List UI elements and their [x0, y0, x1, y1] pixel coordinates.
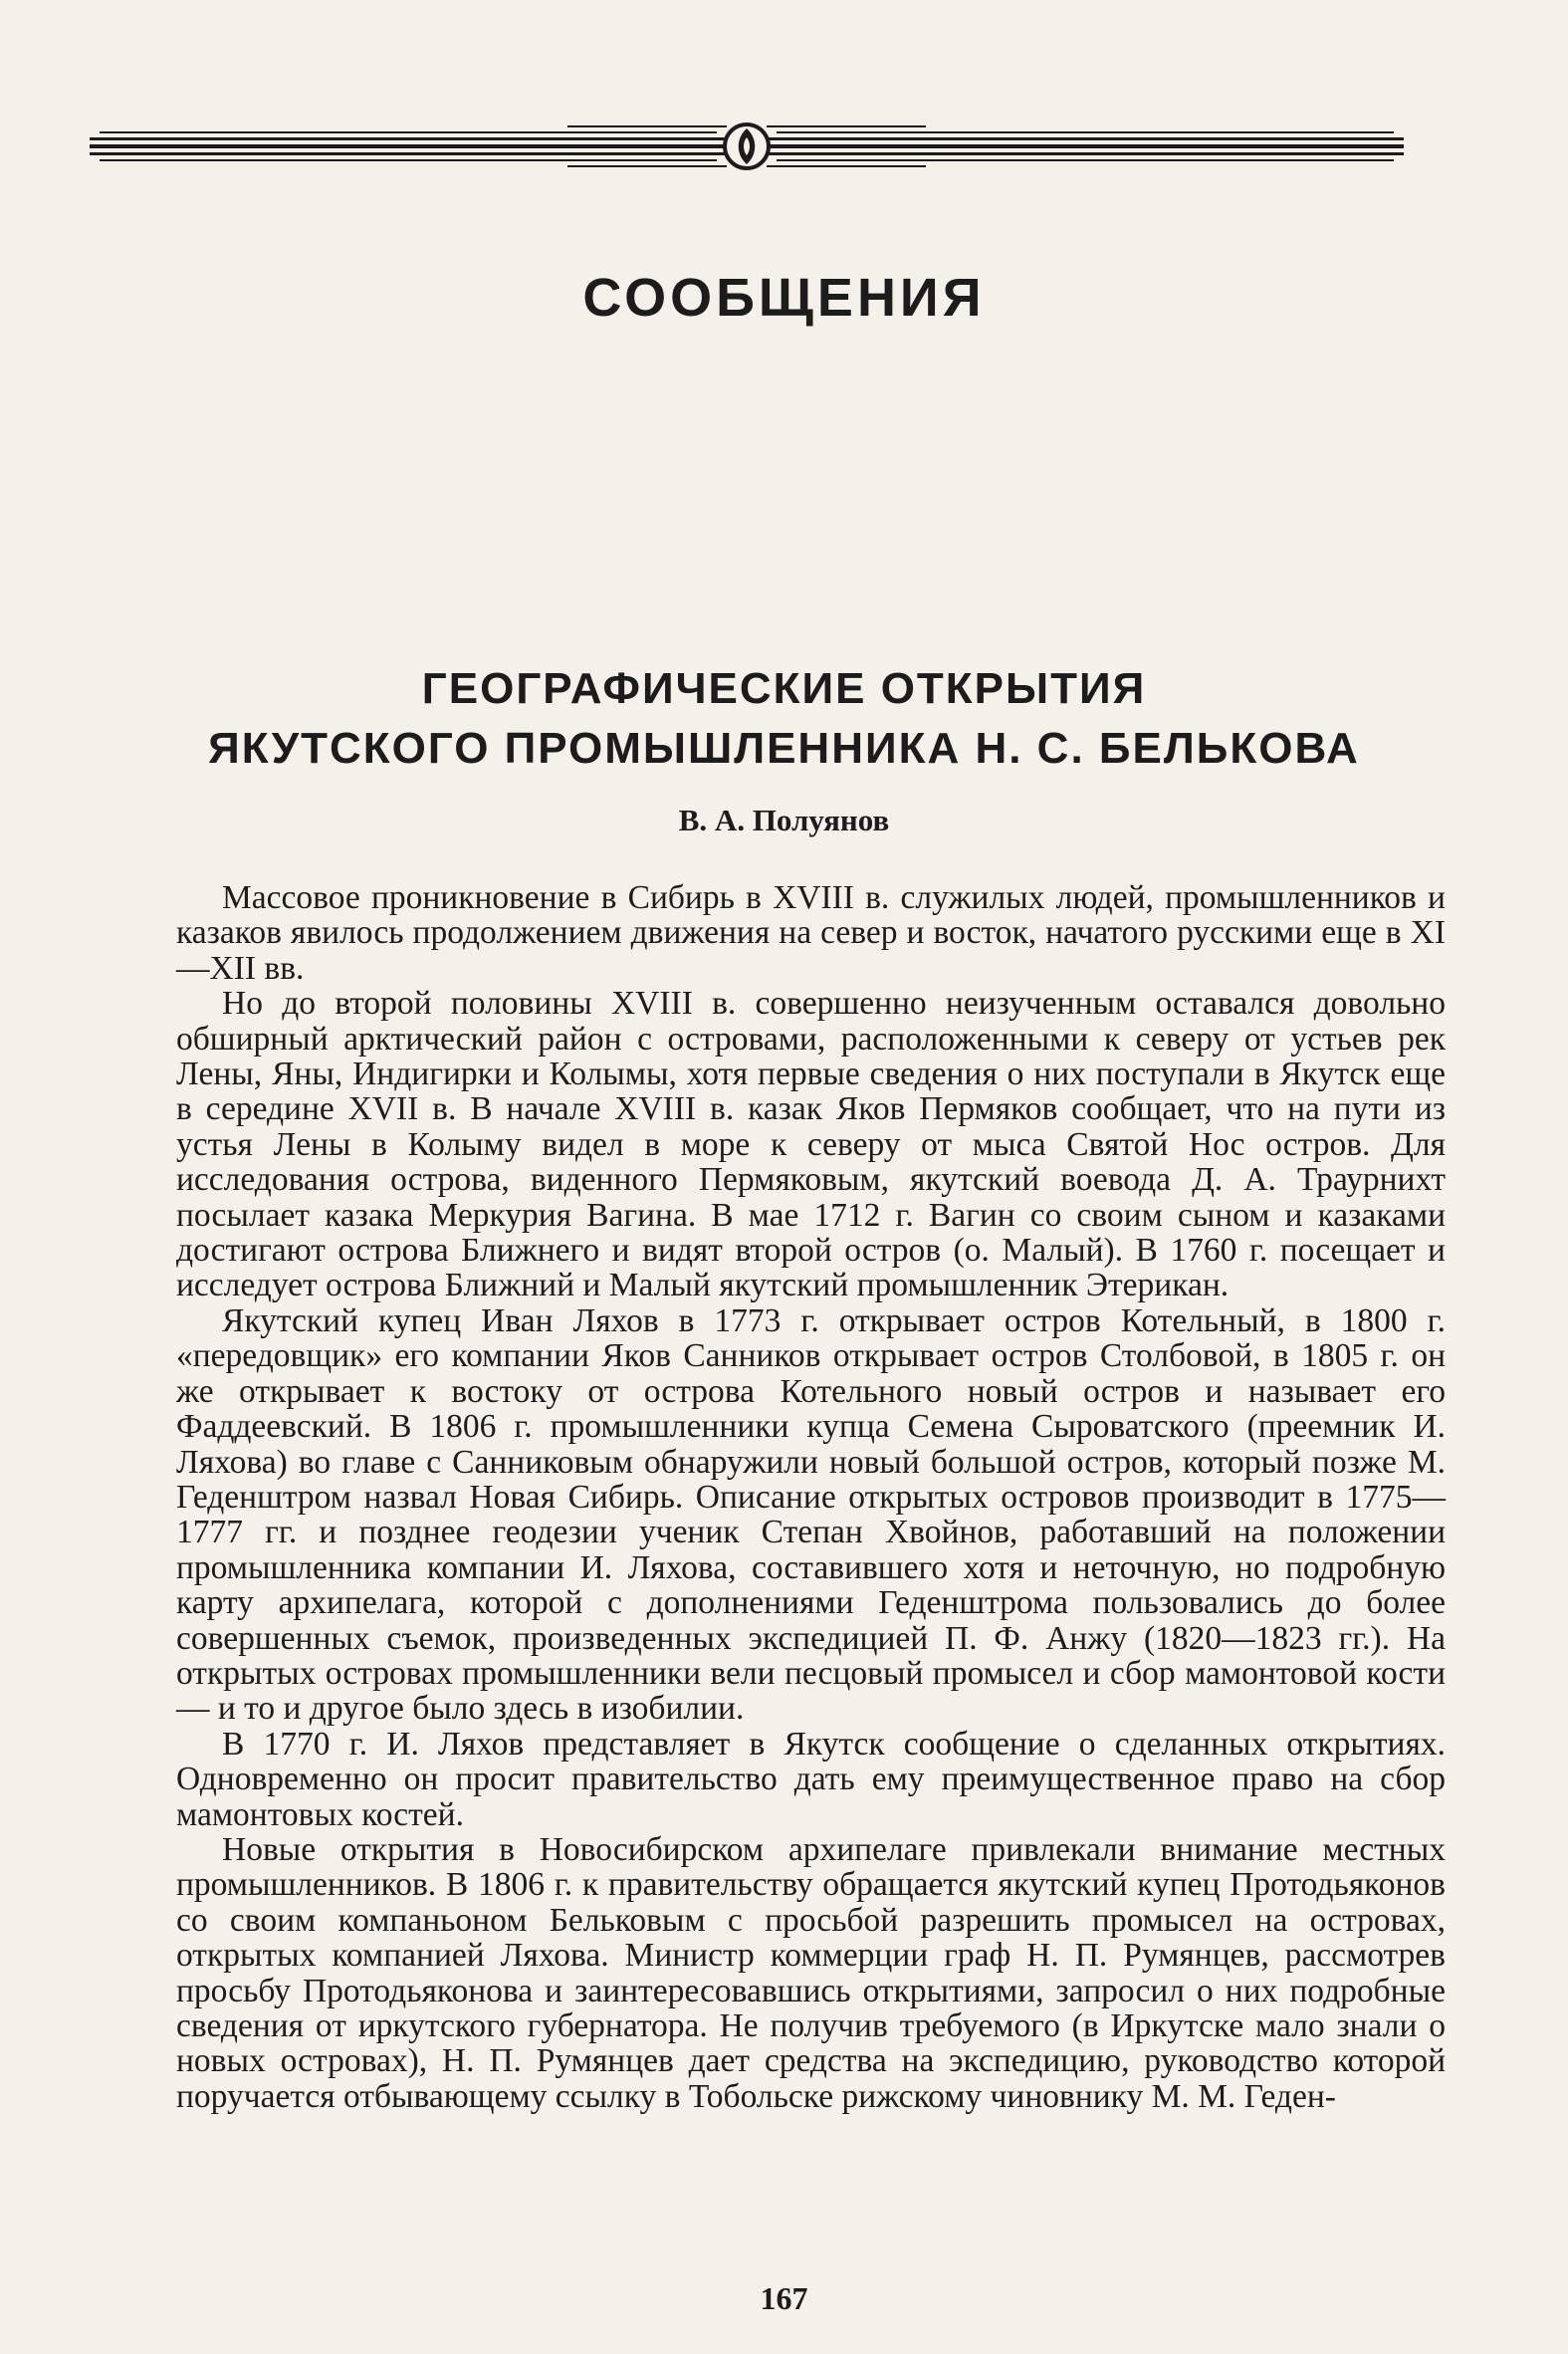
decorative-header-ornament	[90, 112, 1404, 175]
article-body	[176, 880, 1446, 2114]
article-author: В. А. Полуянов	[678, 803, 890, 837]
ornament-right-rules	[767, 125, 1404, 167]
ornament-left-rules	[90, 125, 727, 167]
page-number: 167	[760, 2280, 808, 2316]
article-title-line-1: ГЕОГРАФИЧЕСКИЕ ОТКРЫТИЯ	[421, 664, 1147, 713]
paragraph: Массовое проникновение в Сибирь в XVIII в. служилых людей, промышленников и казаков явилось продолжением движения на север и восток, начатого русскими еще в XI—XII вв.	[176, 879, 1446, 987]
paragraph: Новые открытия в Новосибирском архипелаге привлекали внимание местных промышленников. В 1806 г. к правительству обращается якутский купец Протодьяконов со своим компаньоном Бельковым с просьбой разрешить промысел на островах, открытых компанией Ляхова. Министр коммерции граф Н. П. Румянцев, рассмотрев просьбу Протодьяконова и заинтересовавшись открытиями, запросил о них подробные сведения от иркутского губернатора. Не получив требуемого (в Иркутске мало знали о новых островах), Н. П. Румянцев дает средства на экспедицию, руководство которой поручается отбывающему ссылку в Тобольске рижскому чиновнику М. М. Геден-	[176, 1830, 1446, 2115]
article-title	[0, 659, 1568, 779]
article-title-line-2: ЯКУТСКОГО ПРОМЫШЛЕННИКА Н. С. БЕЛЬКОВА	[208, 724, 1360, 773]
section-title: СООБЩЕНИЯ	[582, 268, 986, 328]
paragraph: Но до второй половины XVIII в. совершенно неизученным оставался довольно обширный арктический район с островами, расположенными к северу от устьев рек Лены, Яны, Индигирки и Колымы, хотя первые сведения о них поступали в Якутск еще в середине XVII в. В начале XVIII в. казак Яков Пермяков сообщает, что на пути из устья Лены в Колыму видел в море к северу от мыса Святой Нос остров. Для исследования острова, виденного Пермяковым, якутский воевода Д. А. Траурнихт посылает казака Меркурия Вагина. В мае 1712 г. Вагин со своим сыном и казаками достигают острова Ближнего и видят второй остров (о. Малый). В 1760 г. посещает и исследует острова Ближний и Малый якутский промышленник Этерикан.	[176, 985, 1446, 1304]
paragraph: В 1770 г. И. Ляхов представляет в Якутск сообщение о сделанных открытиях. Одновременно он просит правительство дать ему преимущественное право на сбор мамонтовых костей.	[176, 1725, 1446, 1833]
paragraph: Якутский купец Иван Ляхов в 1773 г. открывает остров Котельный, в 1800 г. «передовщик» его компании Яков Санников открывает остров Столбовой, в 1805 г. он же открывает к востоку от острова Котельного новый остров и называет его Фаддеевский. В 1806 г. промышленники купца Семена Сыроватского (преемник И. Ляхова) во главе с Санниковым обнаружили новый большой остров, который позже М. Геденштром назвал Новая Сибирь. Описание открытых островов производит в 1775—1777 гг. и позднее геодезии ученик Степан Хвойнов, работавший на положении промышленника компании И. Ляхова, составившего хотя и неточную, но подробную карту архипелага, которой с дополнениями Геденштрома пользовались до более совершенных съемок, произведенных экспедицией П. Ф. Анжу (1820—1823 гг.). На открытых островах промышленники вели песцовый промысел и сбор мамонтовой кости — и то и другое было здесь в изобилии.	[176, 1301, 1446, 1728]
ornament-center-emblem	[725, 124, 769, 168]
